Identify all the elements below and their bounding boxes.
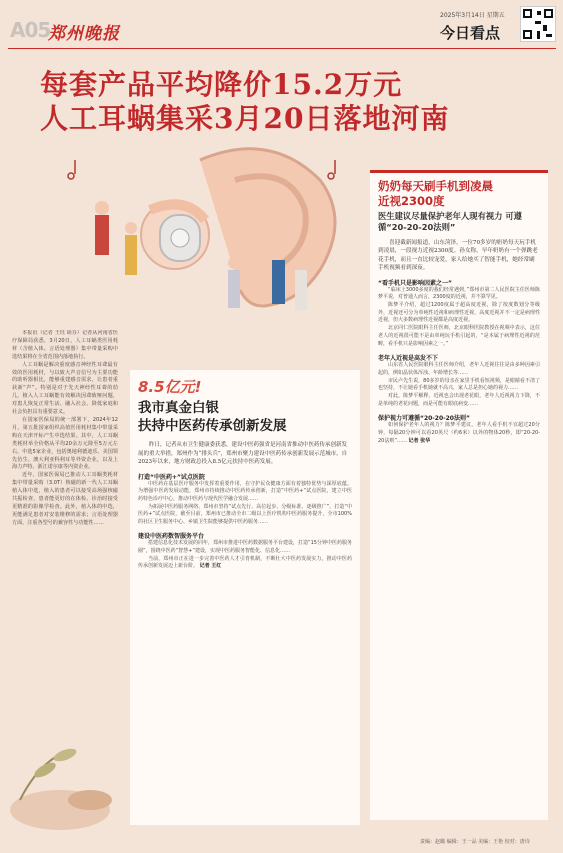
side-paragraph xyxy=(378,422,540,445)
side-paragraph: 对此，陈梦平解释，近视也会出现老花眼，老年人近视视力下降，不是单纯的老花问题，而是可能有眼底病变…… xyxy=(378,393,540,407)
center-article xyxy=(130,370,360,825)
newspaper-logo: 郑州晚报 xyxy=(48,24,120,44)
side-paragraph-text: 如何保护老年人的视力？陈梦平建议，老年人看手机不宜超过20分钟，每隔20分钟可以看20英尺（约6米）以外的物体20秒，即“20-20-20法则”…… xyxy=(378,422,540,444)
center-paragraph-text: 当前，郑州市正在进一步完善中医药人才引育机制，不断壮大中医药发展实力，推动中医药传承创新发展迈上新台阶。 xyxy=(138,555,352,570)
center-subheading: 打造“中医药+”试点医院 xyxy=(138,473,205,481)
left-article xyxy=(12,330,118,710)
center-title-line-2: 扶持中医药传承创新发展 xyxy=(138,418,287,434)
center-subheading: 建设中医药数智服务平台 xyxy=(138,533,205,541)
side-article xyxy=(370,170,548,820)
center-paragraph xyxy=(138,556,352,571)
publication-date: 2025年3月14日 星期五 xyxy=(440,12,505,19)
center-title-line-1: 我市真金白银 xyxy=(138,400,219,416)
center-paragraph: 中医药在基层医疗服务中发挥着重要作用，在守护民众健康方面有着独特优势与深厚底蕴。为增强中医药发展动能，郑州市持续推动中医药传承创新，打造“中医药+”试点医院，建立中医药特色诊疗中心，推动中医药与现代医学融合发展…… xyxy=(138,480,352,502)
side-paragraph: 市民卢先生说，80多岁的母亲在家里手机看短视频，是眼睛看不清了也坚持，不让她看手机她就不高兴，家人总是担心她的视力…… xyxy=(378,377,540,392)
side-signature: 记者 张华 xyxy=(408,437,431,444)
side-lead: 喜迎截新闻报道，山东菏泽，一位70多岁的奶奶每天玩手机到凌晨，一段视力近视2300度。孙女称，早年奶奶有一个弹跳老花手机，而且一直比较宠爱，家人给她买了智能手机，她经常刷手机视频看到深夜。 xyxy=(378,240,538,272)
side-paragraph: 山东省人民医院眼科主任医师介绍，老年人近视往往是由多种因素引起的，例如晶状体浑浊、年龄增长等…… xyxy=(378,362,540,376)
center-title xyxy=(138,399,352,435)
left-paragraph: 在国家医保局的统一部署下，2024年12月，第五批国家组织高值医用耗材集中带量采购在天津开标产生中选结果。其中，人工耳蜗类耗材举全价格从平均20余万元降至5万元左右，中选5家企业，包括奥地利德迪乐、美国领先仿生、澳大利亚科利耳等外资企业，以及上海力声特、浙江诺尔康等内资企业。 xyxy=(12,416,118,471)
masthead-rule xyxy=(8,48,556,49)
center-lead: 昨日，记者从市卫生健康委获悉，建设中医药强省是河南省推动中医药传承创新发展的重大举措，郑州作为“排头兵”，郑州市聚力建设中医药传承创新发展示范城市，自2023年以来，地方财政总投入8.5亿元扶持中医药发展。 xyxy=(138,442,348,466)
funding-amount: 8.5亿元! xyxy=(138,378,202,396)
left-paragraph: 本报讯（记者 王钰 胡芬）记者从河南省医疗保障局获悉，3月20日，人工耳蜗类医用耗材（含植入体、言语处理器）集中带量采购中选结果将在全省范围内落地执行。 xyxy=(12,330,118,360)
center-signature: 记者 王红 xyxy=(199,563,222,570)
page-number: A05 xyxy=(10,18,51,42)
side-title-line-1: 奶奶每天刷手机到凌晨 xyxy=(378,179,493,193)
herb-illustration xyxy=(0,690,130,840)
side-subtitle: 医生建议尽量保护老年人现有视力 可遵循“20-20-20法则” xyxy=(378,211,522,232)
headline-line-2: 人工耳蜗集采3月20日落地河南 xyxy=(40,102,450,135)
qr-code-icon xyxy=(520,6,556,42)
editor-credits: 责编：赵璐 编辑：王一品 美编：王艳 校对：唐诗 xyxy=(420,839,530,845)
side-title-line-2: 近视2300度 xyxy=(378,194,445,208)
side-paragraph: 陈梦平介绍，超过1200度属于超高度近视，除了按度数划分等级外，近视还可分为单纯性近视和病理性近视，高度近视并不一定是病理性近视，但大多数病理性近视都是高度近视。 xyxy=(378,302,540,324)
side-subheading: 老年人近视是高发不下 xyxy=(378,355,439,363)
side-paragraph: 北京同仁医院眼科主任医师，北京眼科医院教授在视频中表示，这位老人的近视很可能不是由单纯玩手机引起的，“是本属于病理性近视的范畴，看手机只是影响因素之一。” xyxy=(378,325,540,347)
side-paragraph: “临床上3000多度的我们经常遇到，”郑州市第二人民医院主任医师陈梦平说，对普通人而言，2300度的近视，并不算罕见。 xyxy=(378,286,540,301)
center-paragraph: 搭建信息化技术发展的同年，郑州市推进中医药数据服务平台建设，打造“15分钟中医药服务圈”，围绕中医药“智慧+”建设，实现中医药服务智能化、信息化…… xyxy=(138,540,352,554)
left-paragraph: 人工耳蜗是解决重度感音神经性耳聋最有效的医用耗材，与以致大声音信号为主要功能的助听器相比，能够重建感音需求，让患者重获新“声”。特别是对于先天神经性耳聋的幼儿，植入人工耳蜗能有效解决因聋致哑问题，对患儿恢复正常生活、融入社会、降低家庭和社会负担具有重要意义。 xyxy=(12,361,118,416)
center-paragraph: 为拓展中医药服务网络，郑州市坚持“试点先行、高位起步、分级标准、逐级推广”，打造“中医药+”试点医院，截至目前，郑州市已推动全市二级以上医疗机构中医药服务提升，全市100%的社区卫生服务中心、乡镇卫生院能够提供中医药服务…… xyxy=(138,503,352,525)
headline-line-1: 每套产品平均降价15.2万元 xyxy=(40,68,403,101)
left-paragraph: 近年，国家医保局已推动人工耳蜗类耗材集中带量采购（3.0T）核磁的新一代人工耳蜗植入体中选，植入的患者可以接受高场强核磁共振检查，患者能更好的在体检、诊治时接受更精准的影像学检查。此外，植入体的中选，更能满足患者对安装维修的需求；言语处理器方面，注重各型号的兼容性与功能性…… xyxy=(12,472,118,526)
side-subheading: “看手机只是影响因素之一” xyxy=(378,279,452,287)
side-subheading: 保护视力可遵循“20-20-20法则” xyxy=(378,415,470,423)
masthead xyxy=(0,0,563,46)
main-headline xyxy=(40,68,540,136)
section-title: 今日看点 xyxy=(440,24,501,42)
